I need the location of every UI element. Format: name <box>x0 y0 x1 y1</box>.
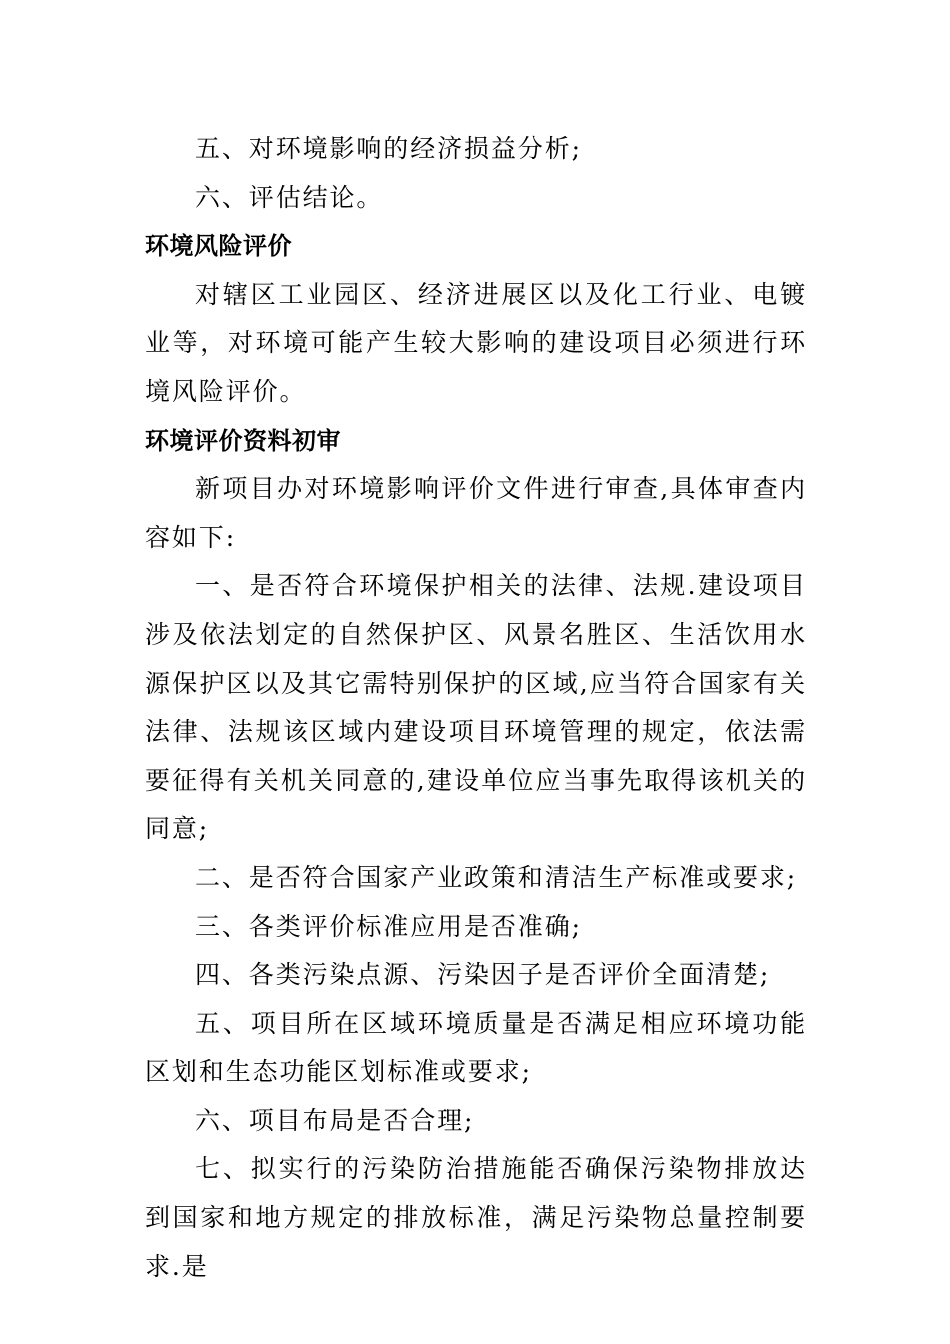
item-six-conclusion: 六、评估结论。 <box>195 182 384 212</box>
heading-risk-assessment: 环境风险评价 <box>145 232 292 261</box>
item-five-economic-analysis: 五、对环境影响的经济损益分析; <box>195 134 582 163</box>
review-item-three: 三、各类评价标准应用是否准确; <box>195 911 582 941</box>
review-item-six: 六、项目布局是否合理; <box>195 1105 475 1135</box>
risk-assessment-body: 对辖区工业园区、经济进展区以及化工行业、电镀业等，对环境可能产生较大影响的建设项目必须进行环境风险评价。 <box>145 279 807 406</box>
review-item-one: 一、是否符合环境保护相关的法律、法规.建设项目涉及依法划定的自然保护区、风景名胜区、生活饮用水源保护区以及其它需特别保护的区域,应当符合国家有关法律、法规该区域内建设项目环境管理的规定，依法需要征得有关机关同意的,建设单位应当事先取得该机关的同意; <box>145 571 807 844</box>
review-item-four: 四、各类污染点源、污染因子是否评价全面清楚; <box>195 960 771 990</box>
review-item-two: 二、是否符合国家产业政策和清洁生产标准或要求; <box>195 862 798 892</box>
document-page <box>145 125 807 1291</box>
review-item-five: 五、项目所在区域环境质量是否满足相应环境功能区划和生态功能区划标准或要求; <box>145 1008 807 1087</box>
review-item-seven: 七、拟实行的污染防治措施能否确保污染物排放达到国家和地方规定的排放标准，满足污染物总量控制要求.是 <box>145 1154 807 1281</box>
heading-preliminary-review: 环境评价资料初审 <box>145 426 341 455</box>
review-intro: 新项目办对环境影响评价文件进行审查,具体审查内容如下: <box>145 474 807 552</box>
